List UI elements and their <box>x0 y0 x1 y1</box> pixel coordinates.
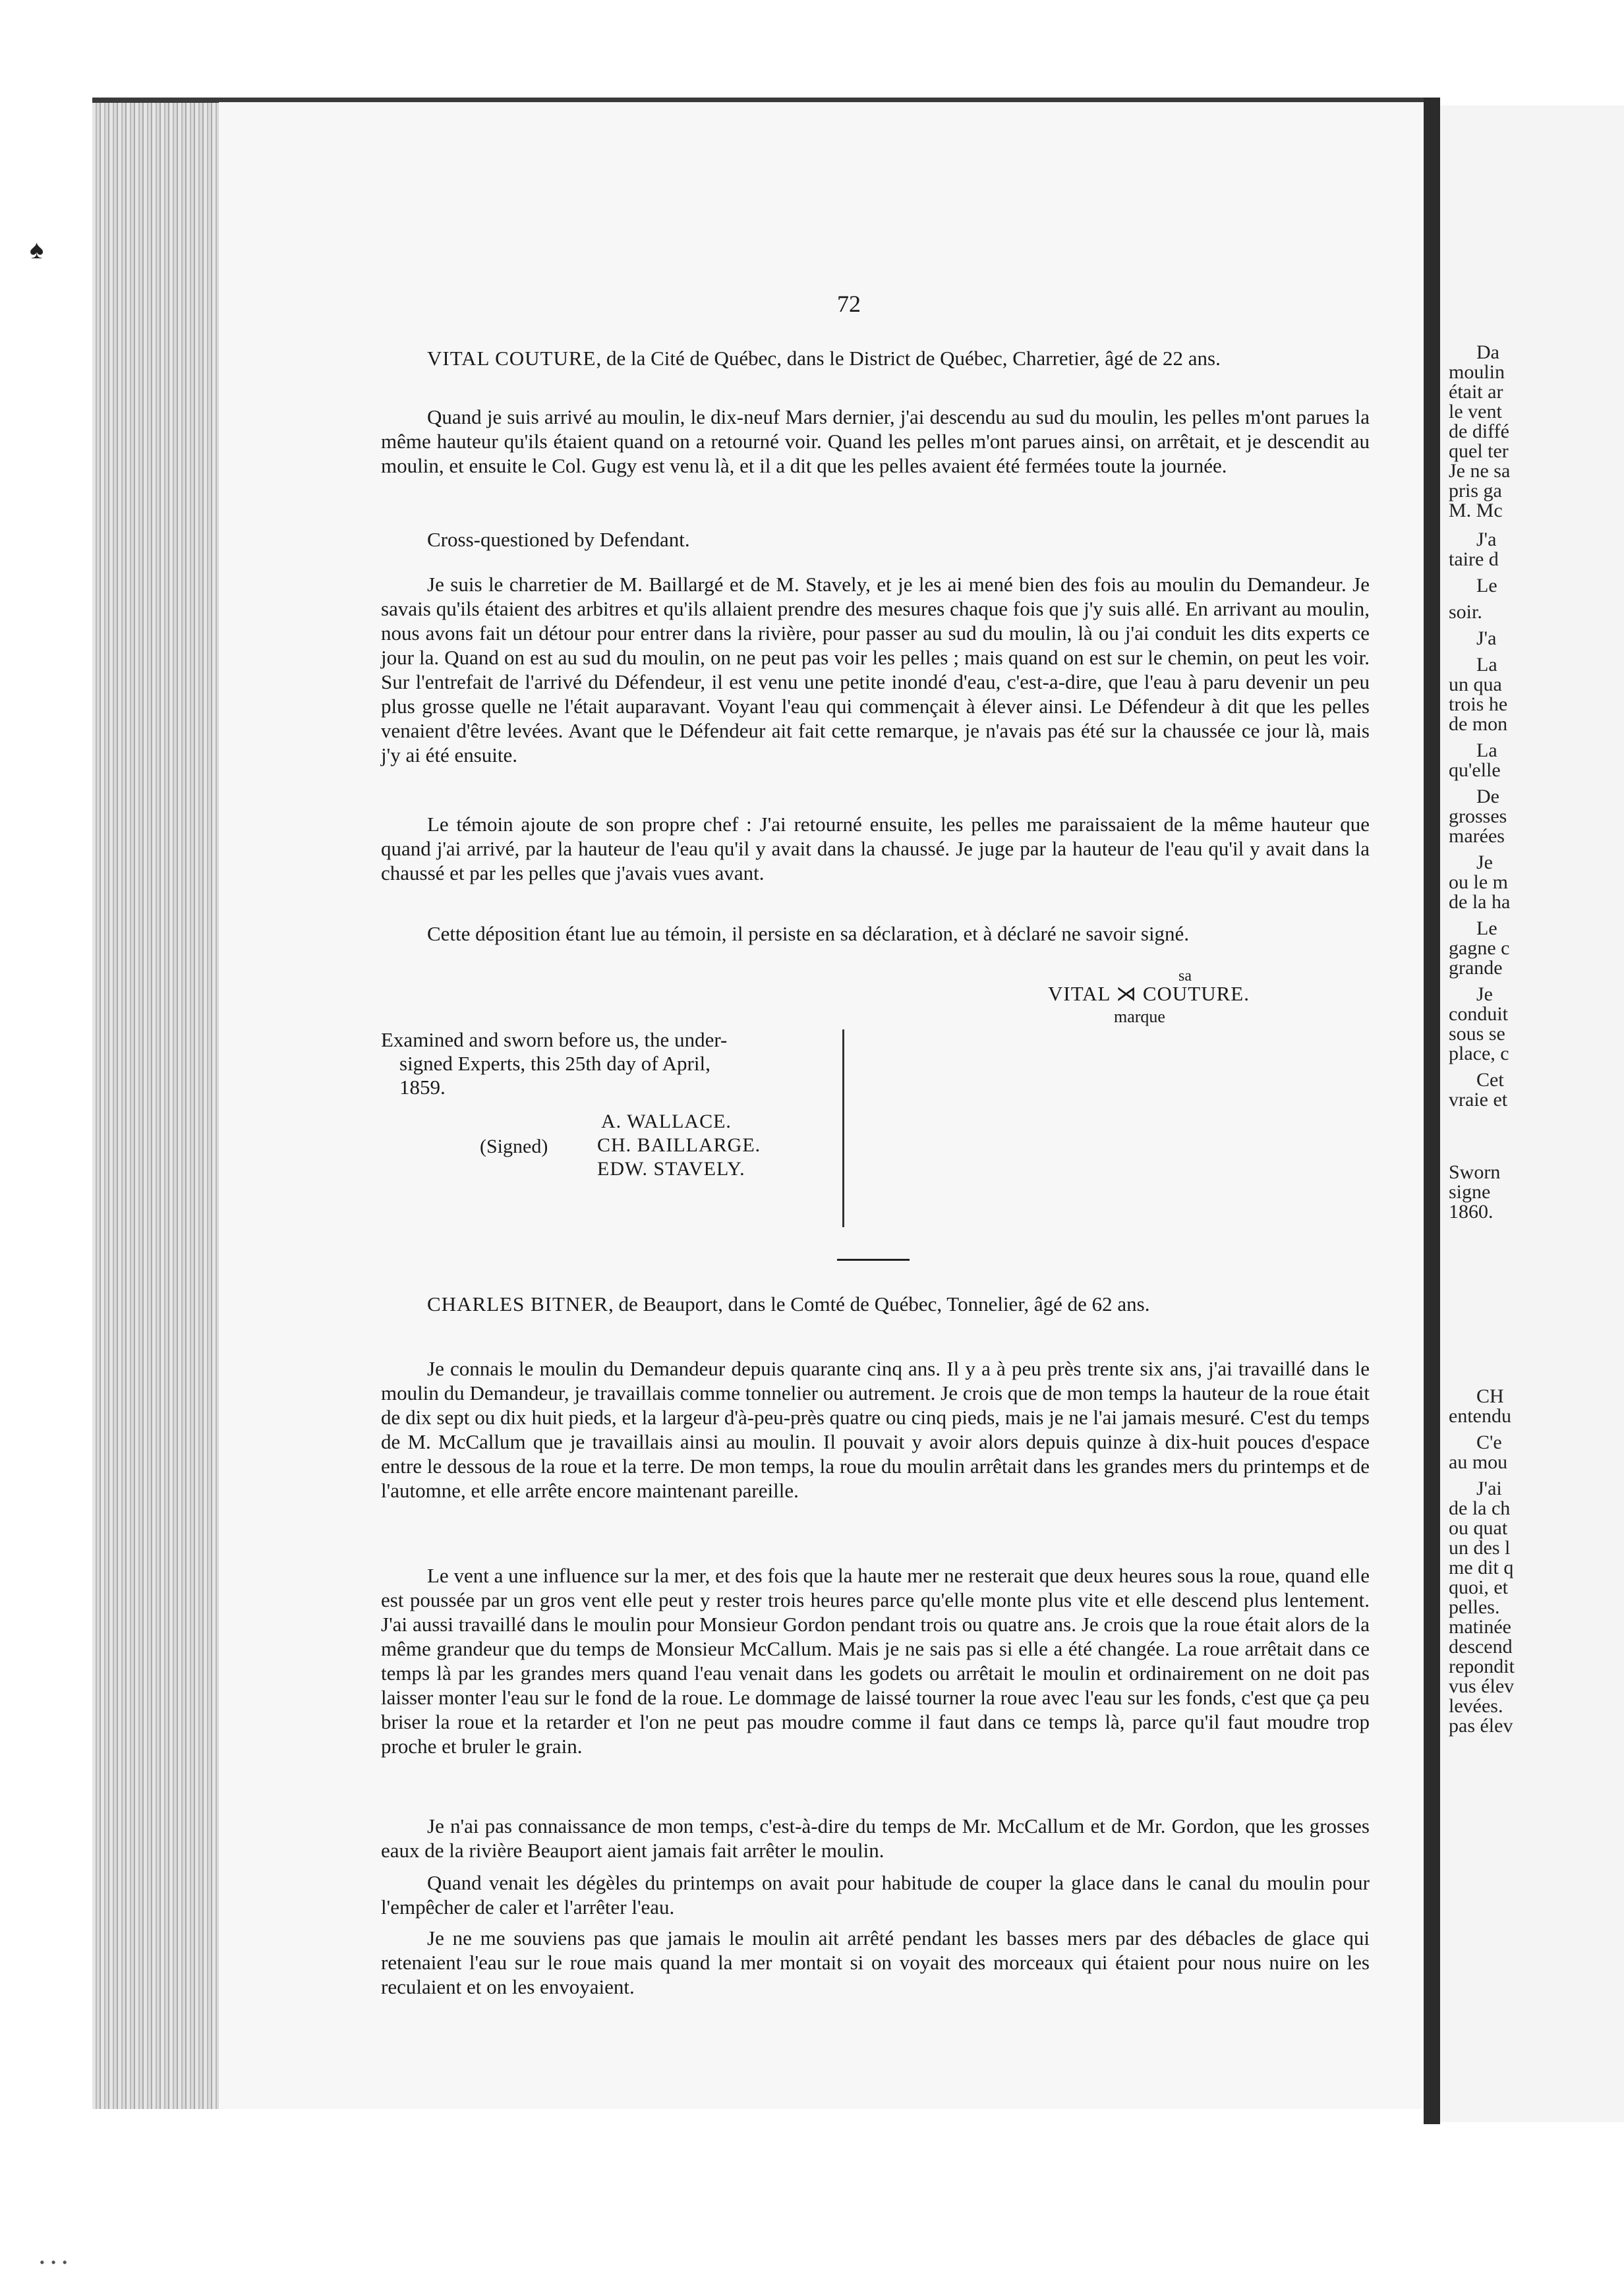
facing-page-fragment: me dit q <box>1449 1557 1514 1578</box>
witness-details: , de Beauport, dans le Comté de Québec, Tonnelier, âgé de 62 ans. <box>608 1292 1150 1315</box>
witness-details: , de la Cité de Québec, dans le District de Québec, Charretier, âgé de 22 ans. <box>596 347 1221 370</box>
facing-page-fragment: C'e <box>1476 1431 1502 1453</box>
signed-label: (Signed) <box>480 1136 548 1157</box>
page-gutter <box>1424 98 1440 2124</box>
facing-page-fragment: qu'elle <box>1449 759 1501 781</box>
facing-page-fragment: grande <box>1449 957 1503 979</box>
paragraph: Quand venait les dégèles du printemps on avait pour habitude de couper la glace dans le canal du moulin pour l'empêcher de caler et l'arrêter l'eau. <box>381 1871 1370 1919</box>
facing-page-fragment: entendu <box>1449 1405 1511 1427</box>
facing-page-fragment: J'a <box>1476 627 1497 649</box>
facing-page-fragment: pelles. <box>1449 1596 1500 1618</box>
witness-signature: VITAL ⋊ COUTURE. <box>1048 982 1250 1005</box>
facing-page-fragment: La <box>1476 739 1497 761</box>
facing-page-fragment: un des l <box>1449 1537 1511 1559</box>
facing-page-fragment: Le <box>1476 917 1497 939</box>
sworn-line: Examined and sworn before us, the under- <box>381 1028 728 1051</box>
paragraph: Je suis le charretier de M. Baillargé et de M. Stavely, et je les ai mené bien des fois au moulin du Demandeur. Je savais qu'ils étaient des arbitres et qu'ils allaient prendre des mesures chaque fois que j'y suis allé. En arrivant au moulin, nous avons fait un détour pour entrer dans la rivière, pour passer au sud du moulin, là ou j'ai conduit les dits experts ce jour la. Quand on est au sud du moulin, on ne peut pas voir les pelles ; mais quand on est sur le chemin, on peut les voir. Sur l'entrefait de l'arrivé du Défendeur, il est venu une petite inondé d'eau, c'est-a-dire, que l'eau à paru devenir un peu plus grosse quelle ne l'était auparavant. Voyant l'eau qui commençait à élever ainsi. Le Défendeur à dit que les pelles venaient d'être levées. Avant que le Défendeur ait fait cette remarque, je n'avais pas été sur la chaussée ce jour là, mais j'y ai été ensuite. <box>381 573 1370 766</box>
facing-page-fragment: 1860. <box>1449 1201 1494 1223</box>
facing-page-fragment: vraie et <box>1449 1089 1508 1111</box>
facing-page-fragment: de la ch <box>1449 1497 1511 1519</box>
deposition-heading-couture <box>381 346 1370 370</box>
facing-page-fragment: ou quat <box>1449 1517 1508 1539</box>
expert-names <box>597 1110 834 1181</box>
facing-page-fragment: le vent <box>1449 401 1502 422</box>
sworn-line: signed Experts, this 25th day of April, <box>399 1052 710 1075</box>
facing-page-fragment: moulin <box>1449 361 1505 383</box>
facing-page-fragment: La <box>1476 654 1497 676</box>
facing-page-fragment: Cet <box>1476 1069 1504 1091</box>
witness-name: CHARLES BITNER <box>427 1292 608 1315</box>
paragraph: Je n'ai pas connaissance de mon temps, c'est-à-dire du temps de Mr. McCallum et de Mr. Gordon, que les grosses eaux de la rivière Beauport aient jamais fait arrêter le moulin. <box>381 1814 1370 1862</box>
sworn-statement <box>381 1028 829 1099</box>
book-binding-edge <box>92 102 219 2109</box>
facing-page-fragment: gagne c <box>1449 937 1510 959</box>
facing-page-fragment: place, c <box>1449 1043 1509 1064</box>
scan-edge-mark: • • • <box>40 2254 69 2270</box>
facing-page-fragment: de mon <box>1449 713 1508 735</box>
sworn-line: 1859. <box>399 1076 446 1099</box>
facing-page-fragment: signe <box>1449 1181 1491 1203</box>
facing-page-fragment: ou le m <box>1449 871 1508 893</box>
facing-page-fragment: Sworn <box>1449 1161 1501 1183</box>
facing-page-fragment: levées. <box>1449 1695 1503 1717</box>
facing-page-fragment: repondit <box>1449 1656 1515 1677</box>
facing-page-fragment: sous se <box>1449 1023 1505 1045</box>
expert-name: A. WALLACE. <box>601 1111 732 1132</box>
facing-page-fragment: J'ai <box>1476 1478 1502 1499</box>
paragraph: Cette déposition étant lue au témoin, il persiste en sa déclaration, et à déclaré ne savoir signé. <box>427 922 1190 945</box>
section-divider <box>837 1259 910 1261</box>
facing-page-fragment: de diffé <box>1449 420 1509 442</box>
facing-page-fragment: marées <box>1449 825 1505 847</box>
margin-speck: ♠ <box>30 235 44 264</box>
facing-page-fragment: trois he <box>1449 693 1508 715</box>
facing-page-fragment: un qua <box>1449 674 1502 695</box>
expert-name: CH. BAILLARGE. <box>597 1134 761 1156</box>
facing-page-fragment: CH <box>1476 1385 1504 1407</box>
facing-page-fragment: grosses <box>1449 805 1507 827</box>
deposition-heading-bitner <box>381 1292 1370 1316</box>
facing-page-fragment: Je ne sa <box>1449 460 1511 482</box>
page-number: 72 <box>837 291 861 317</box>
facing-page-fragment: soir. <box>1449 601 1482 623</box>
facing-page-fragment: Je <box>1476 983 1493 1005</box>
facing-page-fragment: conduit <box>1449 1003 1508 1025</box>
facing-page-fragment: Da <box>1476 341 1499 363</box>
scanned-page <box>219 102 1424 2109</box>
facing-page-fragment: était ar <box>1449 381 1503 403</box>
facing-page-fragment: M. Mc <box>1449 500 1503 521</box>
facing-page-fragment: au mou <box>1449 1451 1508 1473</box>
paragraph: Le témoin ajoute de son propre chef : J'ai retourné ensuite, les pelles me paraissaient de la même hauteur que quand j'ai arrivé, par la hauteur de l'eau qu'il y avait dans la chaussé. Je juge par la hauteur de l'eau qu'il y avait dans la chaussé et par les pelles que j'avais vues avant. <box>381 813 1370 884</box>
facing-page-fragment: matinée <box>1449 1616 1511 1638</box>
facing-page-fragment: De <box>1476 786 1499 807</box>
signature-mark-label: sa <box>1178 968 1192 985</box>
facing-page-fragment: vus élev <box>1449 1675 1515 1697</box>
facing-page-fragment: de la ha <box>1449 891 1511 913</box>
facing-page-fragment: pris ga <box>1449 480 1502 502</box>
facing-page-fragment: Le <box>1476 575 1497 596</box>
cross-question-label: Cross-questioned by Defendant. <box>427 528 690 551</box>
facing-page-fragment: pas élev <box>1449 1715 1513 1737</box>
facing-page-fragment: descend <box>1449 1636 1513 1658</box>
paragraph: Quand je suis arrivé au moulin, le dix-neuf Mars dernier, j'ai descendu au sud du moulin, les pelles m'ont parues la même hauteur qu'ils étaient quand on a retourné voir. Quand les pelles m'ont parues ainsi, on arrêtait, et je descendit au moulin, et ensuite le Col. Gugy est venu là, et il a dit que les pelles avaient été fermées toute la journée. <box>381 405 1370 477</box>
expert-name: EDW. STAVELY. <box>597 1158 745 1180</box>
paragraph: Je ne me souviens pas que jamais le moulin ait arrêté pendant les basses mers par des débacles de glace qui retenaient l'eau sur le roue mais quand la mer montait si on voyait des morceaux qui étaient pour nous nuire on les reculaient et on les envoyaient. <box>381 1926 1370 1998</box>
signature-mark-label: marque <box>1114 1007 1165 1026</box>
facing-page-fragment: Je <box>1476 852 1493 873</box>
facing-page-fragment: taire d <box>1449 548 1499 570</box>
paragraph: Je connais le moulin du Demandeur depuis quarante cinq ans. Il y a à peu près trente six ans, j'ai travaillé dans le moulin du Demandeur, je travaillais comme tonnelier ou autrement. Je crois que de mon temps la hauteur de la roue était de dix sept ou dix huit pieds, et la largeur d'à-peu-près quatre ou cinq pieds, mais je ne l'ai jamais mesuré. C'est du temps de M. McCallum que je travaillais ainsi au moulin. Il pouvait y avoir alors depuis quinze à dix-huit pouces d'espace entre le dessous de la roue et la terre. De mon temps, la roue du moulin arrêtait dans les grandes mers du printemps et de l'automne, et elle arrête encore maintenant pareille. <box>381 1357 1370 1502</box>
paragraph: Le vent a une influence sur la mer, et des fois que la haute mer ne resterait que deux heures sous la roue, quand elle est poussée par un gros vent elle peut y rester trois heures parce qu'elle monte plus vite et elle descend plus lentement. J'ai aussi travaillé dans le moulin pour Monsieur Gordon pendant trois ou quatre ans. Je crois que la roue était alors de la même grandeur que du temps de Monsieur McCallum. Mais je ne sais pas si elle a été changée. La roue arrêtait dans ce temps là par les grandes mers quand l'eau venait dans les godets ou arrêtait le moulin et ordinairement on ne doit pas laisser monter l'eau sur le fond de la roue. Le dommage de laissé tourner la roue avec l'eau sur les fonds, c'est que ça peu briser la roue et la retarder et l'on ne peut pas moudre comme il faut dans ce temps là, parce qu'il faut moudre trop proche et bruler le grain. <box>381 1564 1370 1758</box>
facing-page-fragment: quoi, et <box>1449 1576 1508 1598</box>
witness-name: VITAL COUTURE <box>427 347 596 370</box>
facing-page-fragment: J'a <box>1476 529 1497 550</box>
facing-page-fragment: quel ter <box>1449 440 1509 462</box>
